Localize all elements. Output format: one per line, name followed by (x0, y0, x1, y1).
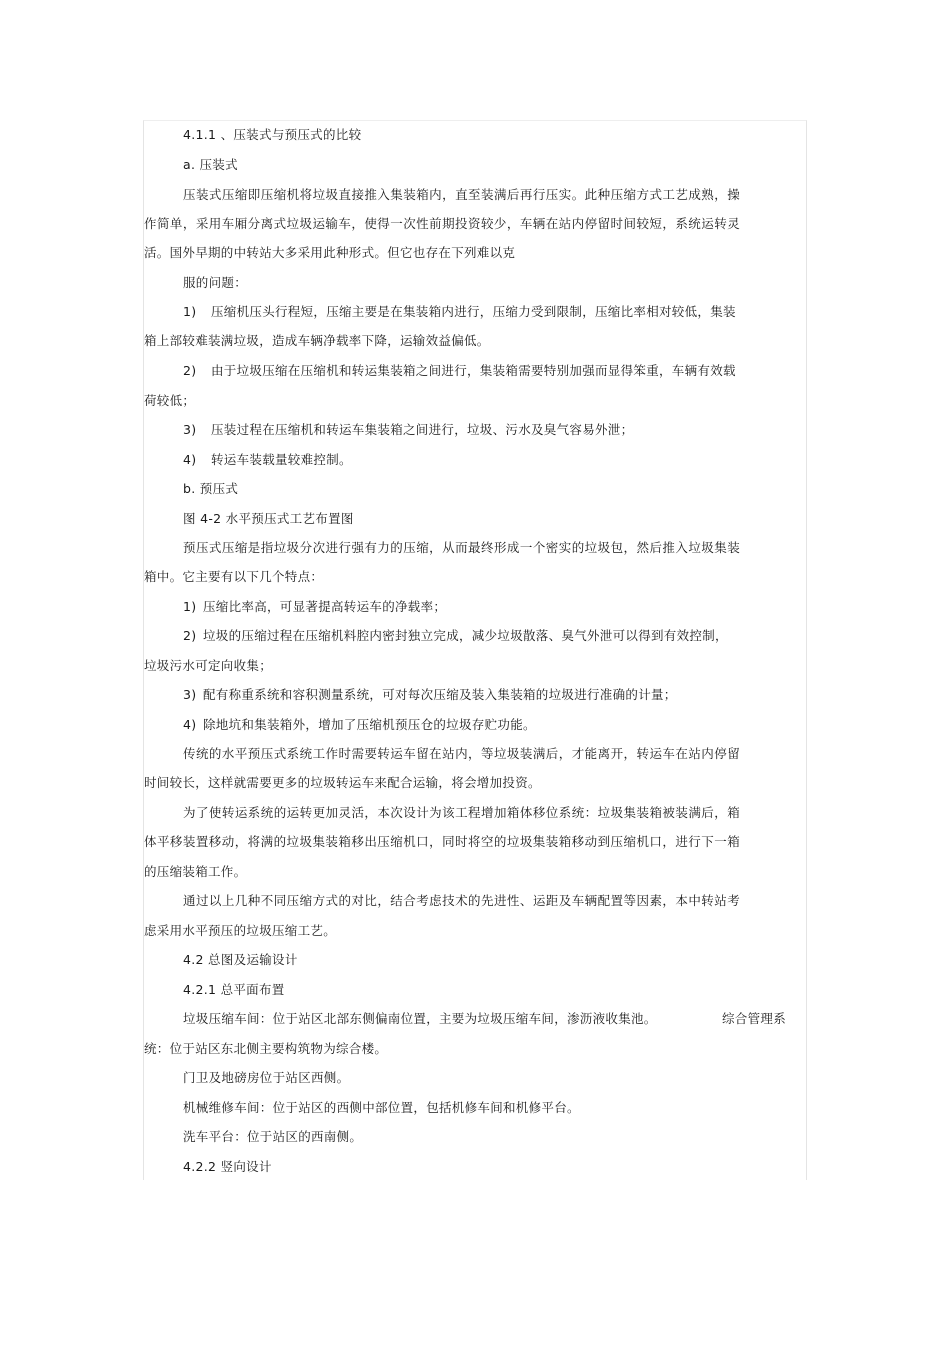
list-text: 垃圾的压缩过程在压缩机料腔内密封独立完成，减少垃圾散落、臭气外泄可以得到有效控制， (203, 628, 728, 643)
list-text: 除地坑和集装箱外，增加了压缩机预压仓的垃圾存贮功能。 (203, 717, 536, 732)
paragraph-line: 压装式压缩即压缩机将垃圾直接推入集装箱内，直至装满后再行压实。此种压缩方式工艺成熟，操 (183, 187, 740, 202)
list-text: 配有称重系统和容积测量系统，可对每次压缩及装入集装箱的垃圾进行准确的计量； (203, 687, 677, 702)
list-text: 压缩机压头行程短，压缩主要是在集装箱内进行，压缩力受到限制，压缩比率相对较低，集装 (211, 304, 736, 319)
heading-4-2: 4.2 总图及运输设计 (183, 952, 298, 967)
paragraph-line: 统：位于站区东北侧主要构筑物为综合楼。 (144, 1041, 388, 1056)
subheading-b: b. 预压式 (183, 481, 239, 496)
list-number: 2) (183, 363, 197, 378)
paragraph-line: 综合管理系 (722, 1011, 787, 1026)
paragraph-line: 荷较低； (144, 393, 196, 408)
list-item (183, 717, 536, 733)
list-item (183, 422, 633, 438)
list-text: 压缩比率高，可显著提高转运车的净载率； (203, 599, 447, 614)
paragraph-line: 作简单，采用车厢分离式垃圾运输车，使得一次性前期投资较少，车辆在站内停留时间较短，系统运转灵 (144, 216, 740, 231)
list-number: 3) (183, 422, 197, 437)
list-item (183, 628, 728, 644)
list-text: 压装过程在压缩机和转运车集装箱之间进行，垃圾、污水及臭气容易外泄； (211, 422, 634, 437)
list-item (183, 363, 740, 379)
list-number: 4) (183, 452, 197, 467)
heading-4-1-1: 4.1.1 、压装式与预压式的比较 (183, 127, 362, 142)
heading-4-2-2: 4.2.2 竖向设计 (183, 1159, 272, 1174)
paragraph-line: 垃圾污水可定向收集； (144, 658, 273, 673)
list-number: 3) (183, 687, 197, 702)
list-item (183, 304, 740, 320)
paragraph-line: 的压缩装箱工作。 (144, 864, 247, 879)
paragraph-line: 活。国外早期的中转站大多采用此种形式。但它也存在下列难以克 (144, 245, 516, 260)
paragraph-line: 虑采用水平预压的垃圾压缩工艺。 (144, 923, 337, 938)
list-number: 1) (183, 304, 197, 319)
paragraph-line: 机械维修车间：位于站区的西侧中部位置，包括机修车间和机修平台。 (183, 1100, 580, 1115)
paragraph-line: 箱中。它主要有以下几个特点： (144, 569, 324, 584)
paragraph-line: 预压式压缩是指垃圾分次进行强有力的压缩，从而最终形成一个密实的垃圾包，然后推入垃圾集装 (183, 540, 740, 555)
paragraph-line: 箱上部较难装满垃圾，造成车辆净载率下降，运输效益偏低。 (144, 333, 490, 348)
heading-4-2-1: 4.2.1 总平面布置 (183, 982, 285, 997)
paragraph-line: 传统的水平预压式系统工作时需要转运车留在站内，等垃圾装满后，才能离开，转运车在站内停留 (183, 746, 740, 761)
list-number: 2) (183, 628, 197, 643)
list-number: 1) (183, 599, 197, 614)
paragraph-line: 洗车平台：位于站区的西南侧。 (183, 1129, 363, 1144)
paragraph-line: 通过以上几种不同压缩方式的对比，结合考虑技术的先进性、运距及车辆配置等因素，本中转站考 (183, 893, 740, 908)
paragraph-line: 门卫及地磅房位于站区西侧。 (183, 1070, 350, 1085)
list-number: 4) (183, 717, 197, 732)
paragraph-line: 垃圾压缩车间：位于站区北部东侧偏南位置，主要为垃圾压缩车间，渗沥液收集池。 (183, 1011, 657, 1026)
subheading-a: a. 压装式 (183, 157, 238, 172)
paragraph-line: 体平移装置移动，将满的垃圾集装箱移出压缩机口，同时将空的垃圾集装箱移动到压缩机口，进行下一箱 (144, 834, 740, 849)
paragraph-line: 为了使转运系统的运转更加灵活，本次设计为该工程增加箱体移位系统：垃圾集装箱被装满后，箱 (183, 805, 740, 820)
list-text: 转运车装载量较难控制。 (211, 452, 352, 467)
list-item (183, 599, 446, 615)
list-item (183, 687, 677, 703)
figure-caption: 图 4-2 水平预压式工艺布置图 (183, 511, 354, 526)
list-text: 由于垃圾压缩在压缩机和转运集装箱之间进行，集装箱需要特别加强而显得笨重，车辆有效载 (211, 363, 736, 378)
paragraph-line: 时间较长，这样就需要更多的垃圾转运车来配合运输，将会增加投资。 (144, 775, 541, 790)
paragraph-line: 服的问题： (183, 275, 248, 290)
list-item (183, 452, 352, 468)
